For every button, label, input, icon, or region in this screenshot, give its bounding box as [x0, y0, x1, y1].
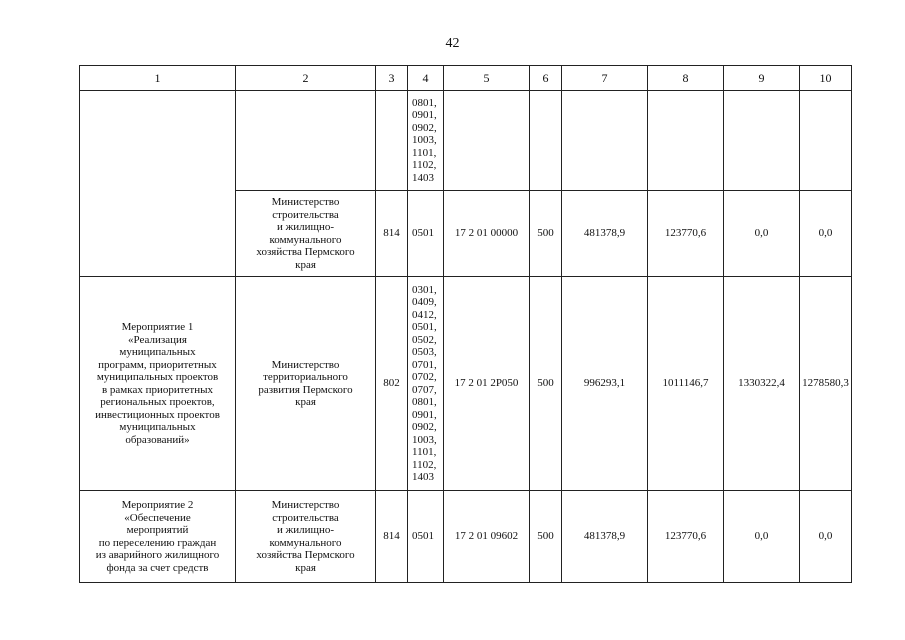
responsible-cell	[236, 91, 376, 191]
page-number: 42	[445, 36, 460, 51]
table-row	[80, 91, 852, 191]
table-row	[80, 491, 852, 583]
header-col-3: 3	[376, 66, 408, 91]
expense-type-cell: 500	[530, 191, 562, 277]
code-cell: 802	[376, 277, 408, 491]
responsible-cell: Министерство территориального развития Пермского края	[236, 277, 376, 491]
amount-cell: 481378,9	[562, 191, 648, 277]
amount-cell	[724, 91, 800, 191]
header-col-6: 6	[530, 66, 562, 91]
header-col-4: 4	[408, 66, 444, 91]
expense-type-cell	[530, 91, 562, 191]
header-col-2: 2	[236, 66, 376, 91]
amount-cell: 1330322,4	[724, 277, 800, 491]
section-codes-cell: 0501	[408, 491, 444, 583]
table-row	[80, 277, 852, 491]
amount-cell: 1011146,7	[648, 277, 724, 491]
activity-cell: Мероприятие 2 «Обеспечение мероприятий по переселению граждан из аварийного жилищного фонда за счет средств	[80, 491, 236, 583]
amount-cell: 1278580,3	[800, 277, 852, 491]
section-codes-cell: 0501	[408, 191, 444, 277]
amount-cell: 481378,9	[562, 491, 648, 583]
amount-cell	[648, 91, 724, 191]
responsible-cell: Министерство строительства и жилищно- коммунального хозяйства Пермского края	[236, 191, 376, 277]
header-row	[80, 66, 852, 91]
expense-type-cell: 500	[530, 491, 562, 583]
header-col-7: 7	[562, 66, 648, 91]
header-col-5: 5	[444, 66, 530, 91]
header-col-1: 1	[80, 66, 236, 91]
amount-cell	[800, 91, 852, 191]
expense-type-cell: 500	[530, 277, 562, 491]
header-col-10: 10	[800, 66, 852, 91]
header-col-9: 9	[724, 66, 800, 91]
target-code-cell: 17 2 01 09602	[444, 491, 530, 583]
activity-cell: Мероприятие 1 «Реализация муниципальных программ, приоритетных муниципальных проектов в рамках приоритетных региональных проектов, инвестиционных проектов муниципальных образований»	[80, 277, 236, 491]
target-code-cell: 17 2 01 2P050	[444, 277, 530, 491]
budget-table	[79, 65, 852, 583]
header-col-8: 8	[648, 66, 724, 91]
amount-cell: 0,0	[724, 491, 800, 583]
activity-cell	[80, 91, 236, 277]
amount-cell: 0,0	[800, 191, 852, 277]
amount-cell: 123770,6	[648, 491, 724, 583]
amount-cell: 0,0	[724, 191, 800, 277]
code-cell	[376, 91, 408, 191]
amount-cell: 0,0	[800, 491, 852, 583]
code-cell: 814	[376, 191, 408, 277]
code-cell: 814	[376, 491, 408, 583]
amount-cell: 996293,1	[562, 277, 648, 491]
amount-cell	[562, 91, 648, 191]
target-code-cell: 17 2 01 00000	[444, 191, 530, 277]
amount-cell: 123770,6	[648, 191, 724, 277]
target-code-cell	[444, 91, 530, 191]
responsible-cell: Министерство строительства и жилищно- коммунального хозяйства Пермского края	[236, 491, 376, 583]
section-codes-cell: 0801, 0901, 0902, 1003, 1101, 1102, 1403	[408, 91, 444, 191]
section-codes-cell: 0301, 0409, 0412, 0501, 0502, 0503, 0701, 0702, 0707, 0801, 0901, 0902, 1003, 1101, 1102, 1403	[408, 277, 444, 491]
